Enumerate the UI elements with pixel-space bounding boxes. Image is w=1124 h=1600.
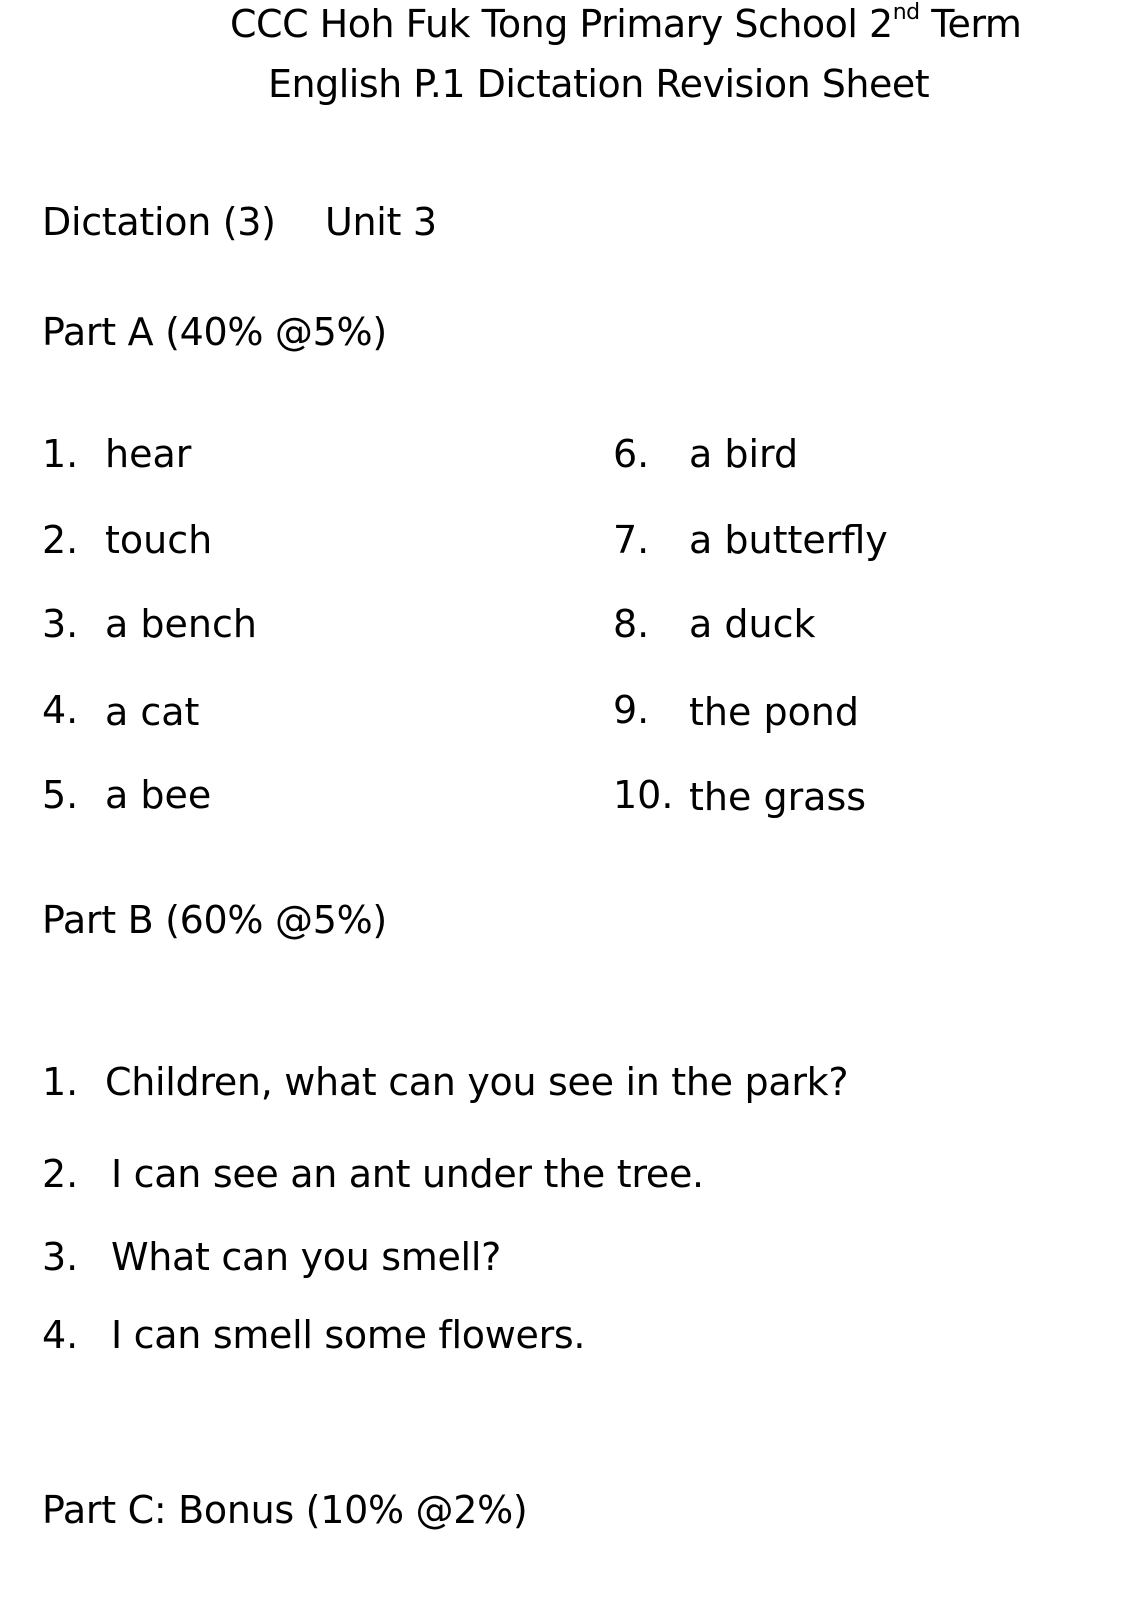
- part-a-item-number: 3.: [42, 602, 79, 646]
- part-a-item-number: 5.: [42, 773, 79, 817]
- part-b-sentence: I can smell some flowers.: [111, 1313, 586, 1357]
- title-school-text: CCC Hoh Fuk Tong Primary School 2: [230, 2, 893, 46]
- part-c-heading: Part C: Bonus (10% @2%): [42, 1488, 528, 1532]
- part-a-item-number: 7.: [613, 518, 650, 562]
- part-a-item-number: 10.: [613, 773, 674, 817]
- part-a-item-word: a duck: [689, 602, 816, 646]
- part-b-item-number: 1.: [42, 1060, 79, 1104]
- title-superscript: nd: [892, 0, 920, 25]
- part-b-heading: Part B (60% @5%): [42, 898, 387, 942]
- part-a-heading: Part A (40% @5%): [42, 310, 387, 354]
- part-b-item-number: 2.: [42, 1152, 79, 1196]
- part-a-item-number: 6.: [613, 432, 650, 476]
- part-a-item-number: 4.: [42, 688, 79, 732]
- part-a-item-word: a cat: [105, 690, 200, 734]
- part-a-item-word: hear: [105, 432, 192, 476]
- dictation-label: Dictation (3): [42, 200, 276, 244]
- part-b-item-number: 3.: [42, 1235, 79, 1279]
- page-title-line2: English P.1 Dictation Revision Sheet: [268, 62, 930, 106]
- page-title-line1: [230, 2, 1021, 46]
- part-a-item-word: a bench: [105, 602, 257, 646]
- part-a-item-number: 8.: [613, 602, 650, 646]
- part-a-item-word: touch: [105, 518, 213, 562]
- title-term-text: Term: [919, 2, 1022, 46]
- part-b-sentence: What can you smell?: [111, 1235, 501, 1279]
- part-b-sentence: I can see an ant under the tree.: [111, 1152, 704, 1196]
- part-b-item-number: 4.: [42, 1313, 79, 1357]
- part-a-item-word: the grass: [689, 775, 867, 819]
- part-a-item-word: a bird: [689, 432, 799, 476]
- part-a-item-word: the pond: [689, 690, 860, 734]
- part-a-item-word: a butterfly: [689, 518, 888, 562]
- part-a-item-number: 9.: [613, 688, 650, 732]
- part-b-sentence: Children, what can you see in the park?: [105, 1060, 849, 1104]
- unit-label: Unit 3: [325, 200, 437, 244]
- part-a-item-number: 2.: [42, 518, 79, 562]
- part-a-item-word: a bee: [105, 773, 212, 817]
- part-a-item-number: 1.: [42, 432, 79, 476]
